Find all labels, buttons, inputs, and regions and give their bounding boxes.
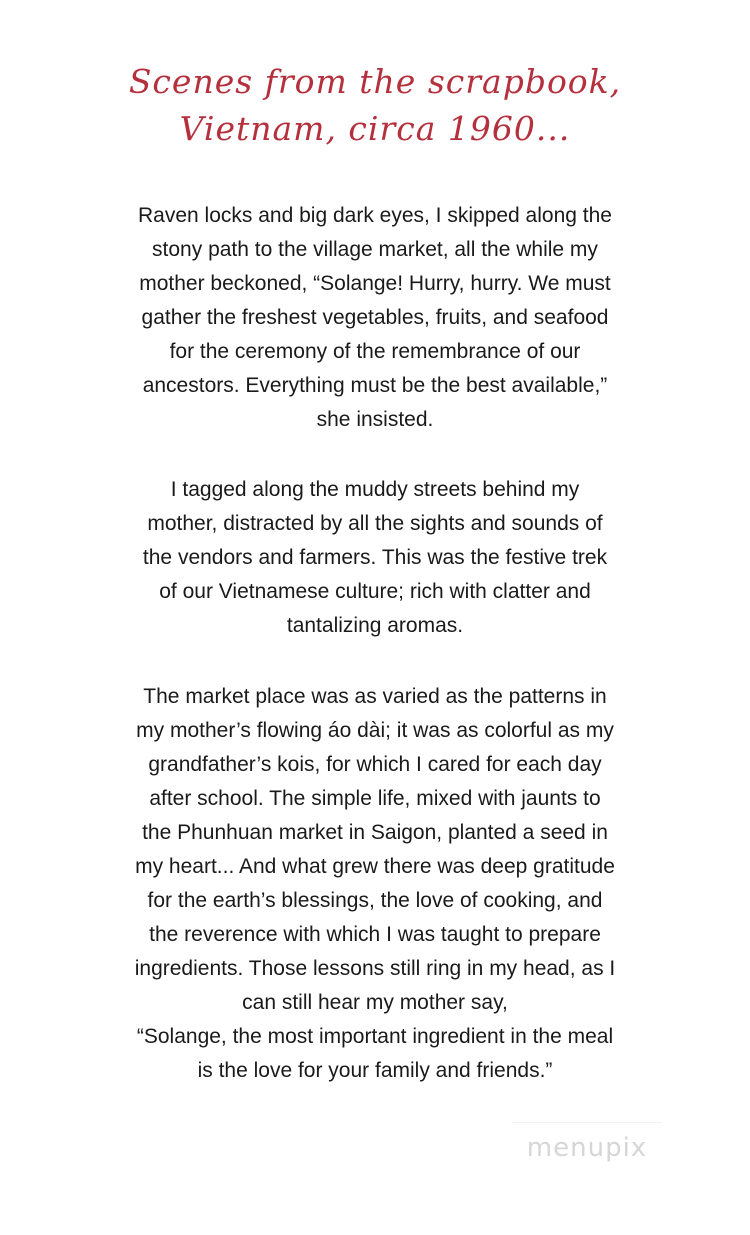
text-line: mother, distracted by all the sights and sounds of: [147, 512, 603, 535]
text-line: after school. The simple life, mixed with jaunts to: [149, 787, 601, 810]
text-line: can still hear my mother say,: [242, 991, 508, 1014]
text-line: of our Vietnamese culture; rich with clatter and: [159, 580, 591, 603]
watermark-logo: menupix: [512, 1122, 662, 1173]
title-line-1: Scenes from the scrapbook,: [128, 62, 622, 101]
text-line: gather the freshest vegetables, fruits, and seafood: [141, 306, 609, 329]
text-line: Raven locks and big dark eyes, I skipped along the: [138, 204, 612, 227]
text-line: the Phunhuan market in Saigon, planted a seed in: [142, 821, 608, 844]
text-line: my heart... And what grew there was deep gratitude: [135, 855, 615, 878]
text-line: ancestors. Everything must be the best available,”: [142, 374, 608, 397]
text-line: the reverence with which I was taught to prepare: [149, 923, 601, 946]
text-line: I tagged along the muddy streets behind my: [170, 478, 580, 501]
paragraph-market-trip: [125, 199, 625, 437]
text-line: “Solange, the most important ingredient in the meal: [136, 1025, 614, 1048]
page-title: [0, 58, 750, 152]
text-line: she insisted.: [316, 408, 434, 431]
text-line: tantalizing aromas.: [286, 614, 464, 637]
text-line: mother beckoned, “Solange! Hurry, hurry. We must: [139, 272, 611, 295]
text-line: The market place was as varied as the patterns in: [143, 685, 607, 708]
text-line: for the earth’s blessings, the love of cooking, and: [147, 889, 603, 912]
text-line: the vendors and farmers. This was the festive trek: [142, 546, 608, 569]
paragraph-muddy-streets: [125, 473, 625, 643]
text-line: ingredients. Those lessons still ring in my head, as I: [134, 957, 616, 980]
text-line: for the ceremony of the remembrance of our: [169, 340, 581, 363]
title-line-2: Vietnam, circa 1960...: [179, 109, 571, 148]
text-line: is the love for your family and friends.”: [197, 1059, 553, 1082]
text-line: stony path to the village market, all the while my: [152, 238, 598, 261]
text-line: grandfather’s kois, for which I cared for each day: [148, 753, 602, 776]
paragraph-market-place: [125, 680, 625, 1088]
text-line: my mother’s flowing áo dài; it was as colorful as my: [136, 719, 614, 742]
